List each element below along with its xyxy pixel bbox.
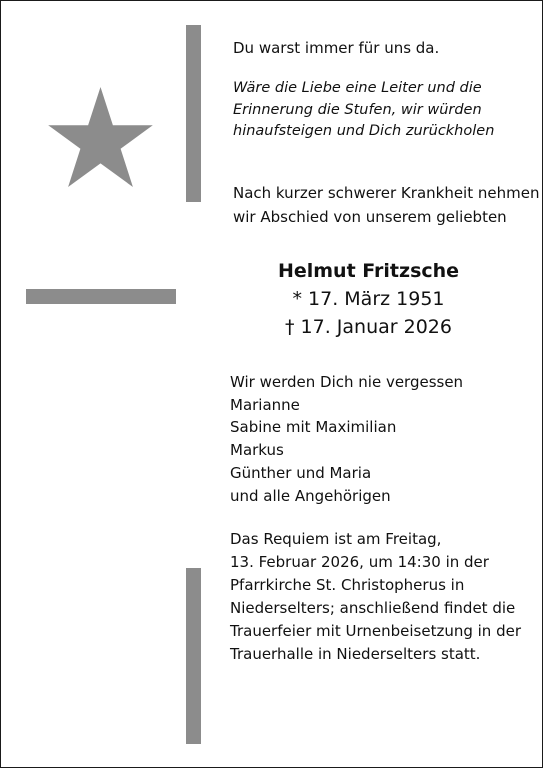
cross-bar-bottom	[186, 568, 201, 744]
death-notice: Nach kurzer schwerer Krankheit nehmen wir Abschied von unserem geliebten	[233, 184, 540, 226]
death-date: † 17. Januar 2026	[285, 316, 452, 338]
deceased-name: Helmut Fritzsche	[277, 260, 460, 282]
mourners-list: Wir werden Dich nie vergessen Marianne Sabine mit Maximilian Markus Günther und Maria und alle Angehörigen	[230, 373, 464, 505]
deceased-block	[246, 257, 491, 341]
star-shape	[48, 87, 153, 187]
cross-bar-top	[186, 25, 201, 202]
memorial-quote: Wäre die Liebe eine Leiter und die Erinnerung die Stufen, wir würden hinaufsteigen und Dich zurückholen	[233, 80, 495, 139]
intro-line: Du warst immer für uns da.	[233, 39, 440, 57]
requiem-info: Das Requiem ist am Freitag, 13. Februar 2026, um 14:30 in der Pfarrkirche St. Christopherus in Niederselters; anschließend findet die Trauerfeier mit Urnenbeisetzung in der Trauerhalle in Niederselters statt.	[230, 530, 521, 663]
star-icon	[48, 87, 153, 187]
birth-date: * 17. März 1951	[292, 288, 445, 310]
cross-bar-horizontal	[26, 289, 176, 304]
